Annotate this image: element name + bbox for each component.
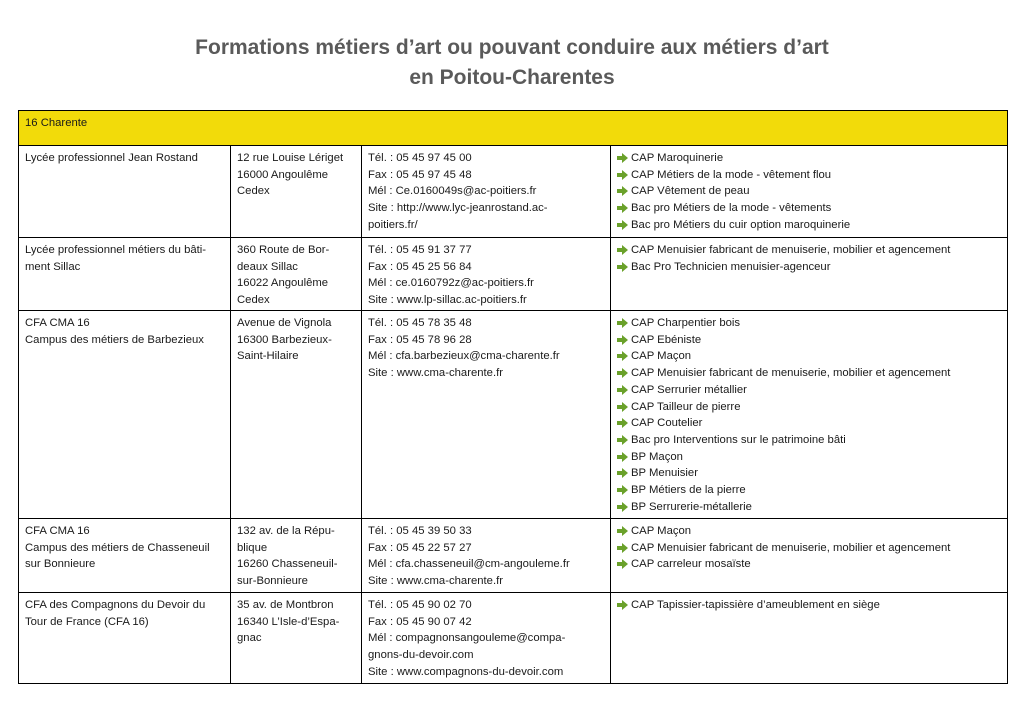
institution-contact-line: Tél. : 05 45 97 45 00 bbox=[368, 152, 472, 164]
arrow-right-icon bbox=[617, 332, 628, 349]
course-list bbox=[611, 238, 1008, 311]
institution-contact bbox=[362, 593, 611, 684]
course-label: CAP carreleur mosaïste bbox=[631, 558, 751, 571]
course-label: CAP Maçon bbox=[631, 350, 692, 363]
list-item bbox=[617, 200, 1002, 217]
arrow-right-icon bbox=[617, 556, 628, 573]
arrow-right-icon bbox=[617, 432, 628, 449]
institution-contact-line: Site : http://www.lyc-jeanrostand.ac- bbox=[368, 202, 548, 215]
institution-address bbox=[231, 146, 362, 238]
institution-address-line: 132 av. de la Répu- bbox=[237, 525, 335, 537]
institution-address-line: 16022 Angoulême bbox=[237, 277, 329, 290]
arrow-right-icon bbox=[617, 183, 628, 200]
institution-name-line: Tour de France (CFA 16) bbox=[25, 615, 149, 628]
page-title-line-2: en Poitou-Charentes bbox=[409, 66, 615, 89]
institution-name bbox=[19, 593, 231, 684]
list-item bbox=[617, 399, 1002, 416]
institution-name-line: Campus des métiers de Chasseneuil bbox=[25, 541, 210, 554]
institution-contact bbox=[362, 311, 611, 519]
course-list bbox=[611, 519, 1008, 593]
department-header: 16 Charente bbox=[19, 111, 1008, 146]
institution-address-line: sur-Bonnieure bbox=[237, 575, 308, 588]
arrow-right-icon bbox=[617, 242, 628, 259]
institution-contact-line: Site : www.compagnons-du-devoir.com bbox=[368, 665, 564, 678]
table-row bbox=[19, 519, 1008, 593]
institution-contact-line: Site : www.cma-charente.fr bbox=[368, 367, 503, 380]
institution-contact-line: Mél : compagnonsangouleme@compa- bbox=[368, 632, 566, 645]
institution-name bbox=[19, 146, 231, 238]
institution-contact-line: Site : www.lp-sillac.ac-poitiers.fr bbox=[368, 294, 527, 307]
course-label: CAP Charpentier bois bbox=[631, 317, 741, 329]
institution-address-line: Cedex bbox=[237, 294, 270, 307]
institution-contact-line: poitiers.fr/ bbox=[368, 218, 418, 231]
course-label: Bac pro Métiers du cuir option maroquinerie bbox=[631, 218, 851, 231]
course-label: CAP Maroquinerie bbox=[631, 152, 724, 164]
arrow-right-icon bbox=[617, 348, 628, 365]
institution-address-line: 12 rue Louise Lériget bbox=[237, 152, 344, 164]
list-item bbox=[617, 242, 1002, 259]
list-item bbox=[617, 365, 1002, 382]
institution-address-line: gnac bbox=[237, 632, 262, 645]
list-item bbox=[617, 449, 1002, 466]
list-item bbox=[617, 465, 1002, 482]
course-label: BP Menuisier bbox=[631, 467, 698, 480]
course-label: Bac pro Interventions sur le patrimoine bâti bbox=[631, 433, 846, 446]
list-item bbox=[617, 348, 1002, 365]
institution-contact-line: Mél : cfa.chasseneuil@cm-angouleme.fr bbox=[368, 558, 570, 571]
institution-contact bbox=[362, 146, 611, 238]
institution-address bbox=[231, 238, 362, 311]
institution-address-line: 16260 Chasseneuil- bbox=[237, 558, 338, 571]
list-item bbox=[617, 183, 1002, 200]
list-item bbox=[617, 432, 1002, 449]
training-table bbox=[18, 110, 1008, 684]
institution-address-line: Saint-Hilaire bbox=[237, 350, 299, 363]
table-row bbox=[19, 311, 1008, 519]
institution-contact bbox=[362, 519, 611, 593]
institution-name bbox=[19, 519, 231, 593]
course-label: Bac pro Métiers de la mode - vêtements bbox=[631, 202, 832, 215]
list-item bbox=[617, 415, 1002, 432]
course-label: Bac Pro Technicien menuisier-agenceur bbox=[631, 260, 831, 273]
table-row bbox=[19, 593, 1008, 684]
arrow-right-icon bbox=[617, 449, 628, 466]
institution-address-line: 360 Route de Bor- bbox=[237, 244, 330, 256]
list-item bbox=[617, 315, 1002, 332]
list-item bbox=[617, 217, 1002, 234]
course-label: CAP Menuisier fabricant de menuiserie, mobilier et agencement bbox=[631, 541, 951, 554]
institution-name-line: sur Bonnieure bbox=[25, 558, 96, 571]
institution-name-line: CFA des Compagnons du Devoir du bbox=[25, 599, 206, 611]
course-label: CAP Menuisier fabricant de menuiserie, mobilier et agencement bbox=[631, 244, 951, 256]
institution-contact-line: Fax : 05 45 78 96 28 bbox=[368, 333, 472, 346]
course-label: CAP Tailleur de pierre bbox=[631, 400, 741, 413]
institution-contact bbox=[362, 238, 611, 311]
institution-address bbox=[231, 593, 362, 684]
institution-name-line: CFA CMA 16 bbox=[25, 317, 90, 329]
institution-contact-line: Fax : 05 45 97 45 48 bbox=[368, 168, 472, 181]
course-label: CAP Serrurier métallier bbox=[631, 383, 747, 396]
page-title bbox=[0, 33, 1024, 93]
department-header-row bbox=[19, 111, 1008, 146]
arrow-right-icon bbox=[617, 499, 628, 516]
institution-contact-line: Tél. : 05 45 90 02 70 bbox=[368, 599, 472, 611]
page-title-line-1: Formations métiers d’art ou pouvant conduire aux métiers d’art bbox=[195, 36, 829, 59]
arrow-right-icon bbox=[617, 415, 628, 432]
course-label: CAP Vêtement de peau bbox=[631, 185, 750, 198]
institution-address bbox=[231, 311, 362, 519]
institution-contact-line: Mél : Ce.0160049s@ac-poitiers.fr bbox=[368, 185, 537, 198]
institution-address-line: Avenue de Vignola bbox=[237, 317, 332, 329]
arrow-right-icon bbox=[617, 315, 628, 332]
course-label: CAP Tapissier-tapissière d’ameublement en siège bbox=[631, 599, 880, 611]
institution-name-line: Lycée professionnel Jean Rostand bbox=[25, 152, 198, 164]
institution-address-line: Cedex bbox=[237, 185, 270, 198]
institution-address-line: 16000 Angoulême bbox=[237, 168, 329, 181]
institution-name bbox=[19, 311, 231, 519]
list-item bbox=[617, 259, 1002, 276]
institution-contact-line: Fax : 05 45 22 57 27 bbox=[368, 541, 472, 554]
arrow-right-icon bbox=[617, 259, 628, 276]
arrow-right-icon bbox=[617, 365, 628, 382]
list-item bbox=[617, 150, 1002, 167]
course-label: BP Serrurerie-métallerie bbox=[631, 500, 752, 513]
list-item bbox=[617, 556, 1002, 573]
institution-name-line: ment Sillac bbox=[25, 260, 81, 273]
institution-contact-line: Tél. : 05 45 91 37 77 bbox=[368, 244, 472, 256]
arrow-right-icon bbox=[617, 382, 628, 399]
course-label: CAP Ebéniste bbox=[631, 333, 702, 346]
course-label: BP Maçon bbox=[631, 450, 683, 463]
institution-address-line: deaux Sillac bbox=[237, 260, 298, 273]
list-item bbox=[617, 499, 1002, 516]
arrow-right-icon bbox=[617, 597, 628, 614]
institution-contact-line: Mél : ce.0160792z@ac-poitiers.fr bbox=[368, 277, 534, 290]
institution-name bbox=[19, 238, 231, 311]
institution-contact-line: Fax : 05 45 90 07 42 bbox=[368, 615, 472, 628]
arrow-right-icon bbox=[617, 167, 628, 184]
arrow-right-icon bbox=[617, 150, 628, 167]
institution-contact-line: Fax : 05 45 25 56 84 bbox=[368, 260, 472, 273]
institution-contact-line: Mél : cfa.barbezieux@cma-charente.fr bbox=[368, 350, 560, 363]
list-item bbox=[617, 523, 1002, 540]
list-item bbox=[617, 540, 1002, 557]
list-item bbox=[617, 382, 1002, 399]
course-label: BP Métiers de la pierre bbox=[631, 484, 746, 497]
institution-contact-line: Tél. : 05 45 78 35 48 bbox=[368, 317, 472, 329]
course-label: CAP Métiers de la mode - vêtement flou bbox=[631, 168, 832, 181]
institution-address-line: 16340 L’Isle-d’Espa- bbox=[237, 615, 340, 628]
course-list bbox=[611, 146, 1008, 238]
table-row bbox=[19, 146, 1008, 238]
list-item bbox=[617, 167, 1002, 184]
institution-name-line: Lycée professionnel métiers du bâti- bbox=[25, 244, 207, 256]
arrow-right-icon bbox=[617, 217, 628, 234]
course-list bbox=[611, 311, 1008, 519]
course-label: CAP Menuisier fabricant de menuiserie, mobilier et agencement bbox=[631, 367, 951, 380]
arrow-right-icon bbox=[617, 200, 628, 217]
arrow-right-icon bbox=[617, 399, 628, 416]
institution-name-line: CFA CMA 16 bbox=[25, 525, 90, 537]
course-list bbox=[611, 593, 1008, 684]
course-label: CAP Coutelier bbox=[631, 417, 703, 430]
list-item bbox=[617, 332, 1002, 349]
list-item bbox=[617, 482, 1002, 499]
course-label: CAP Maçon bbox=[631, 525, 692, 537]
table-row bbox=[19, 238, 1008, 311]
list-item bbox=[617, 597, 1002, 614]
arrow-right-icon bbox=[617, 540, 628, 557]
institution-address-line: 16300 Barbezieux- bbox=[237, 333, 332, 346]
institution-address-line: 35 av. de Montbron bbox=[237, 599, 334, 611]
arrow-right-icon bbox=[617, 465, 628, 482]
institution-address-line: blique bbox=[237, 541, 268, 554]
institution-contact-line: Site : www.cma-charente.fr bbox=[368, 575, 503, 588]
institution-contact-line: gnons-du-devoir.com bbox=[368, 649, 474, 662]
institution-address bbox=[231, 519, 362, 593]
arrow-right-icon bbox=[617, 523, 628, 540]
institution-contact-line: Tél. : 05 45 39 50 33 bbox=[368, 525, 472, 537]
institution-name-line: Campus des métiers de Barbezieux bbox=[25, 333, 204, 346]
arrow-right-icon bbox=[617, 482, 628, 499]
